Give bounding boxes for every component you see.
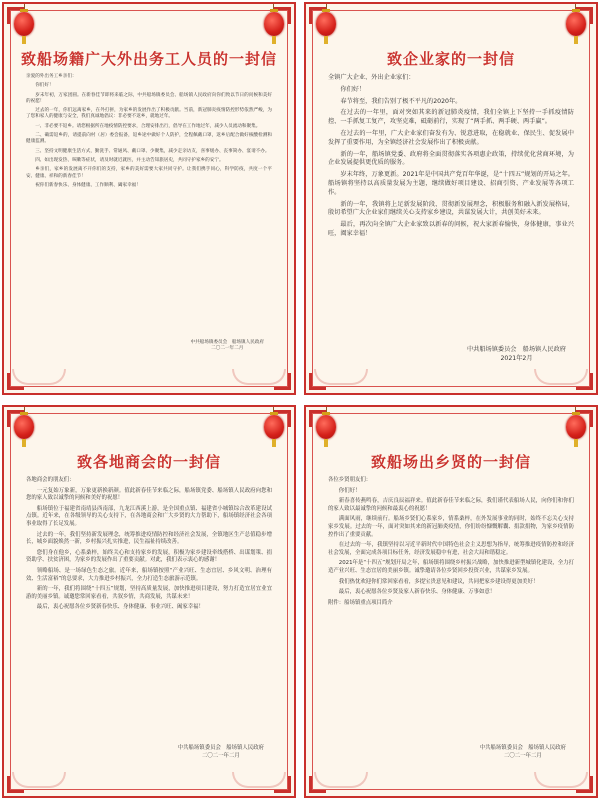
letter-paragraph: 一、非必要不返乡。请您根据所在地疫情防控要求，合理安排出行，倡导在工作地过年，减少人员流动和聚集。 bbox=[35, 123, 261, 129]
letter-card-workers bbox=[2, 2, 296, 395]
letter-paragraph: 新的一年，船场镇党委、政府将全面贯彻落实各项惠企政策，持续优化营商环境，为企业发展提供更优质的服务。 bbox=[328, 150, 574, 167]
letter-date: 2021年2月 bbox=[500, 354, 533, 362]
letter-paragraph: 我们热忱欢迎你们常回家看看，多提宝贵意见和建议，共同把家乡建设得更加美好！ bbox=[338, 578, 539, 585]
letter-title: 致企业家的一封信 bbox=[386, 50, 515, 68]
letter-paragraph: 领略船场、是一场绿色生态之旅。近年来，船场镇按照“产业兴旺、生态宜居、乡风文明、治理有效、生活富裕”的总要求，大力推进乡村振兴，全力打造生态旅游示范镇。 bbox=[26, 567, 272, 582]
letter-paragraph: 过去的一年，我们坚持新发展理念，统筹推进疫情防控和经济社会发展，全镇地区生产总值稳步增长，城乡面貌焕然一新，乡村振兴扎实推进，民生福祉持续改善。 bbox=[26, 531, 272, 546]
letter-paragraph: 满面风雨，继续前行。船场乡贤们心系家乡，情系桑梓，在外发展事业的同时，始终不忘关心支持家乡发展。过去的一年，面对突如其来的新冠肺炎疫情，你们纷纷慷慨解囊、捐款捐物，为家乡疫情防控作出了重要贡献。 bbox=[328, 516, 574, 538]
letter-paragraph: 最后，衷心祝愿各位乡贤及家人新春快乐、身体健康、万事如意！ bbox=[338, 589, 496, 596]
letter-card-chambers bbox=[2, 405, 296, 798]
letter-paragraph: 岁末年终，万象更新。2021年是中国共产党百年华诞，是“十四五”规划的开局之年。船场镇将坚持以高质量发展为主题，继续做好项目建设、招商引资、产业发展等各项工作。 bbox=[328, 171, 574, 196]
letter-paragraph: 您们身在他乡，心系桑梓，始终关心和支持家乡的发展，积极为家乡建设牵线搭桥、出谋划策、捐资助学、扶贫济困，为家乡的发展作出了重要贡献。对此，我们表示衷心的感谢！ bbox=[26, 549, 272, 564]
letter-paragraph: 春节将至，我们告别了极不平凡的2020年。 bbox=[340, 97, 462, 105]
letter-card-sages bbox=[304, 405, 598, 798]
letter-paragraph: 最后，再次向全镇广大企业家致以新春的问候，祝大家新春愉快，身体健康，事业兴旺，阖家幸福！ bbox=[328, 221, 574, 237]
letter-salutation: 各地商会的朋友们： bbox=[26, 477, 75, 483]
lantern-icon bbox=[566, 12, 586, 36]
letter-signature: 中共船场镇委员会 船场镇人民政府 bbox=[177, 745, 264, 751]
lantern-icon bbox=[566, 415, 586, 439]
lantern-icon bbox=[264, 12, 284, 36]
letter-paragraph: 岁末年初，万家团圆。在新春佳节即将来临之际，中共船场镇委员会、船场镇人民政府向你们致以节日的问候和美好的祝愿！ bbox=[26, 92, 272, 104]
letter-paragraph: 四、如出现发热、咳嗽等症状，请及时就近就医，并主动告知旅居史，共同守护家乡的安宁。 bbox=[35, 157, 224, 163]
letter-paragraph: 在过去的一年里，广大企业家们奋发有为、锐意进取，在稳就业、保民生、促发展中发挥了重要作用，为全镇经济社会发展作出了积极贡献。 bbox=[328, 129, 574, 146]
letter-paragraph: 乡亲们，家乡的发展离不开你们的支持，家乡的美好需要大家共同守护。让我们携手同心，科学防疫，共度一个平安、健康、祥和的新春佳节！ bbox=[26, 167, 272, 179]
letter-paragraph: 二、确需返乡的，请提前向村（居）委会报备，返乡途中做好个人防护，全程佩戴口罩，返乡后配合做好核酸检测和健康监测。 bbox=[26, 133, 272, 145]
letter-greeting: 你们好！ bbox=[340, 85, 366, 93]
lantern-icon bbox=[14, 12, 34, 36]
letter-date: 二〇二一年二月 bbox=[503, 752, 542, 759]
letter-paragraph: 一元复始万象新，万象更新换新颜。值此新春佳节来临之际，船场镇党委、船场镇人民政府向您和您的家人致以诚挚的问候和美好的祝愿！ bbox=[26, 487, 272, 502]
letter-title: 致各地商会的一封信 bbox=[76, 453, 221, 471]
letter-date: 二〇二一年二月 bbox=[201, 752, 240, 759]
lantern-icon bbox=[14, 415, 34, 439]
letter-paragraph: 过去的一年，你们远离家乡，在外打拼，为家乡的发展作出了积极贡献。当前，新冠肺炎疫情防控形势依然严峻，为了您和家人的健康与安全，我们真诚地倡议：非必要不返乡，就地过年。 bbox=[26, 108, 272, 120]
letter-paragraph: 祝你们新春快乐、身体健康、工作顺利、阖家幸福！ bbox=[35, 182, 141, 188]
letter-attachment: 附件：船场镇重点项目简介 bbox=[328, 599, 393, 606]
letter-greeting: 你们好！ bbox=[35, 83, 54, 89]
lantern-icon bbox=[316, 12, 336, 36]
letter-date: 二〇二一年二月 bbox=[211, 346, 244, 352]
letter-paragraph: 在过去的一年，我镇坚持以习近平新时代中国特色社会主义思想为指导，统筹推进疫情防控和经济社会发展，全面完成各项目标任务，经济发展稳中有进，社会大局和谐稳定。 bbox=[328, 542, 574, 556]
letter-paragraph: 三、坚持文明健康生活方式，勤洗手、常通风、戴口罩、少聚集，减少走亲访友，喜事缓办、丧事简办、宴请不办。 bbox=[35, 148, 270, 154]
letter-signature: 中共船场镇委员会 船场镇人民政府 bbox=[479, 745, 566, 751]
letter-paragraph: 最后，衷心祝愿各位乡贤新春快乐、身体健康、事业兴旺、阖家幸福！ bbox=[36, 604, 204, 611]
letter-paragraph: 新的一年，我镇将上足新发展阶段、贯彻新发展理念，积极服务和融入新发展格局，殷切希望广大企业家们继续关心支持家乡建设，共谋发展大计，共创美好未来。 bbox=[328, 200, 574, 217]
letter-paragraph: 船场镇位于福建省南靖县西南部，九龙江西溪上游，是全国重点镇、福建省小城镇综合改革建设试点镇。近年来，在各级领导的关心支持下，在各地商会和广大乡贤的大力帮助下，船场镇经济社会各项事业取得了长足发展。 bbox=[26, 505, 272, 527]
lantern-icon bbox=[316, 415, 336, 439]
letter-salutation: 全镇广大企业、外出企业家们： bbox=[328, 74, 415, 81]
letter-title: 致船场籍广大外出务工人员的一封信 bbox=[20, 50, 277, 68]
letter-salutation: 各位乡贤朋友们： bbox=[328, 477, 372, 483]
letter-title: 致船场出乡贤的一封信 bbox=[370, 453, 531, 471]
letter-signature: 中共船场镇委员会 船场镇人民政府 bbox=[190, 340, 264, 345]
letter-card-entrepreneurs bbox=[304, 2, 598, 395]
letter-paragraph: 新春喜传燕鸣春，吉庆良辰福祥来。值此新春佳节来临之际，我们谨代表船场人民，向你们和你们的家人致以最诚挚的问候和最衷心的祝愿！ bbox=[328, 498, 574, 512]
lantern-icon bbox=[264, 415, 284, 439]
letter-paragraph: 在过去的一年里，面对突如其来的新冠肺炎疫情，我们全镇上下坚持一手抓疫情防控、一手抓复工复产，攻坚克难，砥砺前行，实现了“两手抓、两手硬、两手赢”。 bbox=[328, 109, 574, 126]
letter-signature: 中共船场镇委员会 船场镇人民政府 bbox=[467, 346, 566, 353]
letter-greeting: 你们好！ bbox=[338, 487, 361, 494]
letter-salutation: 亲爱的外出务工乡亲们： bbox=[26, 74, 77, 79]
letter-paragraph: 2021年是“十四五”规划开局之年，船场镇将围绕乡村振兴战略，加快推进新型城镇化建设，全力打造产业兴旺、生态宜居的美丽乡镇。诚挚邀请各位乡贤回乡投资兴业，共谋家乡发展。 bbox=[328, 560, 574, 574]
letter-paragraph: 新的一年，我们将围绕“十四五”规划，坚持高质量发展，加快推进项目建设，努力打造宜居宜业宜游的美丽乡镇。诚邀您常回家看看，共叙乡情，共商发展，共谋未来！ bbox=[26, 586, 272, 600]
